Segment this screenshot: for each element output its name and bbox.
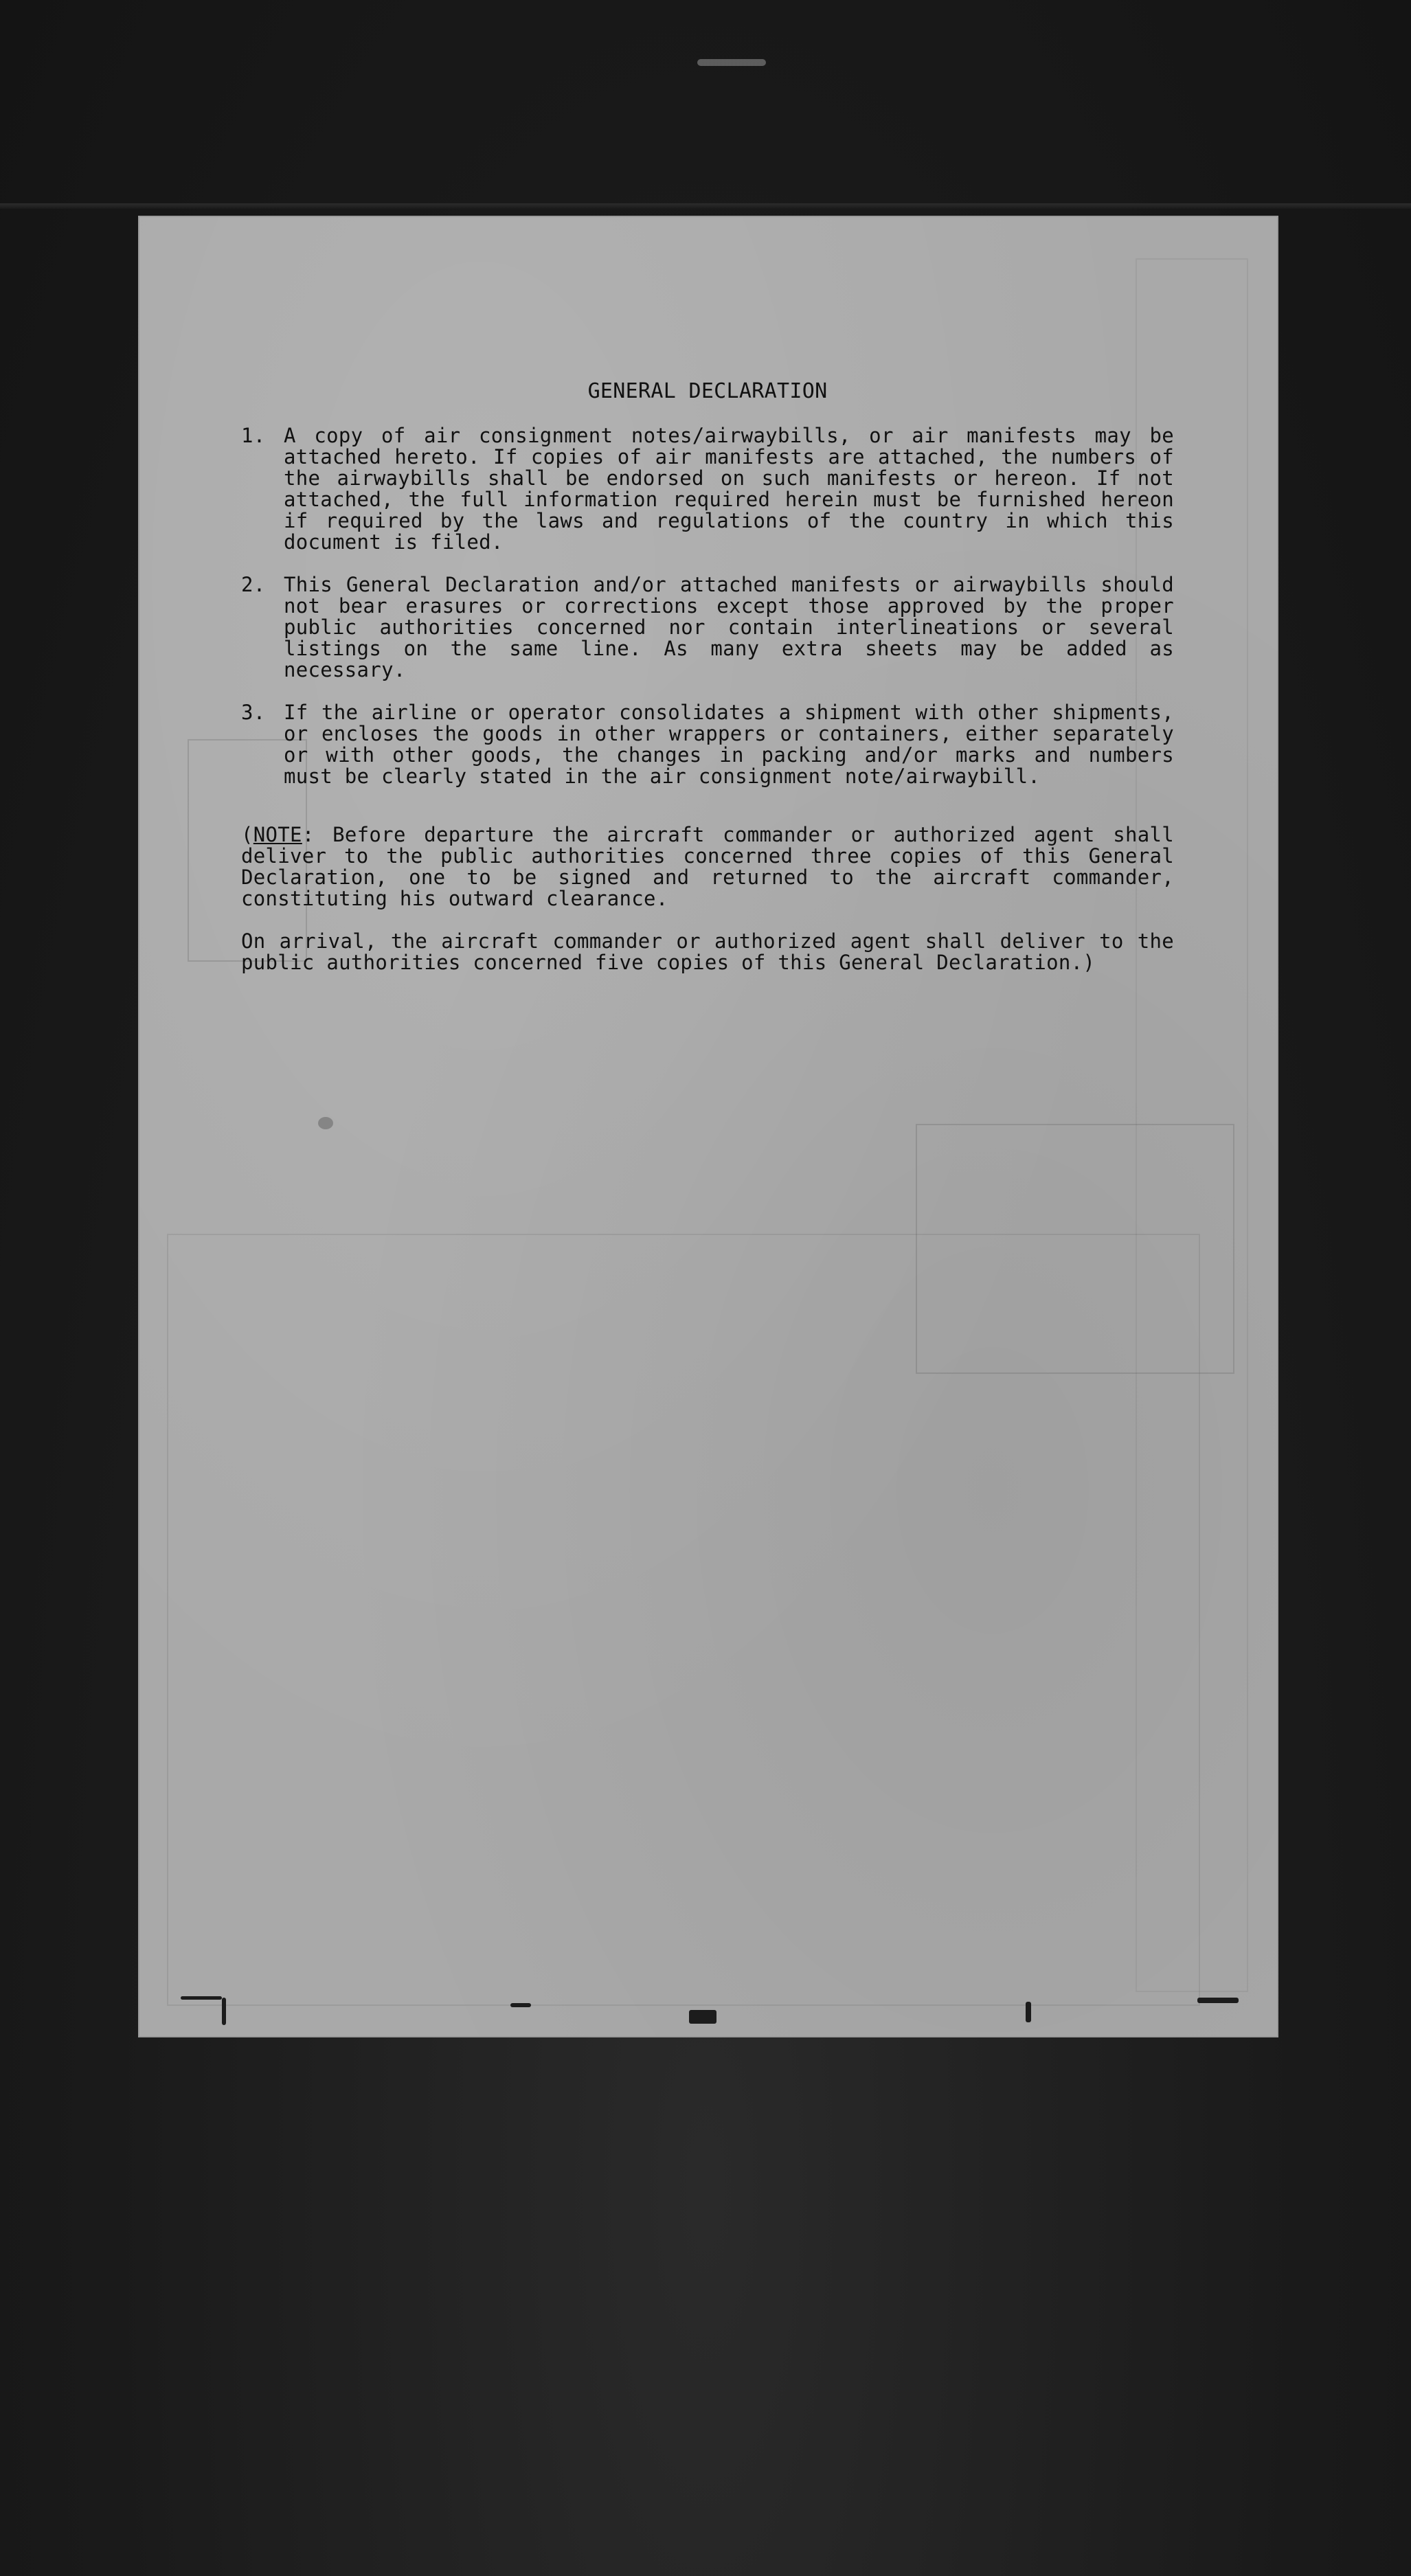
debris-speck	[1197, 1998, 1239, 2003]
declaration-text-block	[241, 381, 1174, 973]
ink-smudge	[318, 1117, 333, 1129]
list-item	[241, 425, 1174, 553]
list-item	[241, 702, 1174, 787]
scan-mark	[697, 59, 766, 66]
item-text: A copy of air consignment notes/airwaybills, or air manifests may be attached hereto. If copies of air manifests are attached, the numbers of the airwaybills shall be endorsed on such manifests or hereon. If not attached, the full information required herein must be furnished hereon if required by the laws and regulations of the country in which this document is filed.	[284, 424, 1174, 554]
item-number: 3.	[241, 701, 266, 724]
document-title: GENERAL DECLARATION	[587, 379, 828, 403]
note-label: NOTE	[253, 823, 302, 846]
debris-speck	[222, 1998, 226, 2025]
note-paragraph: (NOTE: Before departure the aircraft commander or authorized agent shall deliver to the public authorities concerned three copies of this General Declaration, one to be signed and returned to the aircraft commander, constituting his outward clearance.	[241, 823, 1174, 910]
debris-speck	[181, 1996, 222, 2000]
item-text: This General Declaration and/or attached manifests or airwaybills should not bear erasures or corrections except those approved by the proper public authorities concerned nor contain interlineations or several listings on the same line. As many extra sheets may be added as necessary.	[284, 573, 1174, 681]
item-number: 1.	[241, 424, 266, 447]
debris-speck	[1026, 2002, 1031, 2022]
torn-edge-debris	[167, 1989, 1263, 2031]
list-item	[241, 574, 1174, 681]
document-page	[139, 217, 1277, 2036]
item-number: 2.	[241, 573, 266, 596]
debris-speck	[510, 2003, 531, 2007]
note-text: : Before departure the aircraft commander or authorized agent shall deliver to the public authorities concerned three copies of this General Declaration, one to be signed and returned to the aircraft commander, constituting his outward clearance.	[241, 823, 1174, 910]
arrival-paragraph: On arrival, the aircraft commander or authorized agent shall deliver to the public authorities concerned five copies of this General Declaration.)	[241, 929, 1174, 974]
bleed-through-form	[167, 1234, 1200, 2006]
debris-speck	[689, 2010, 716, 2024]
item-text: If the airline or operator consolidates a shipment with other shipments, or encloses the goods in other wrappers or containers, either separately or with other goods, the changes in packing and/or marks and numbers must be clearly stated in the air consignment note/airwaybill.	[284, 701, 1174, 788]
scan-edge	[0, 203, 1411, 209]
